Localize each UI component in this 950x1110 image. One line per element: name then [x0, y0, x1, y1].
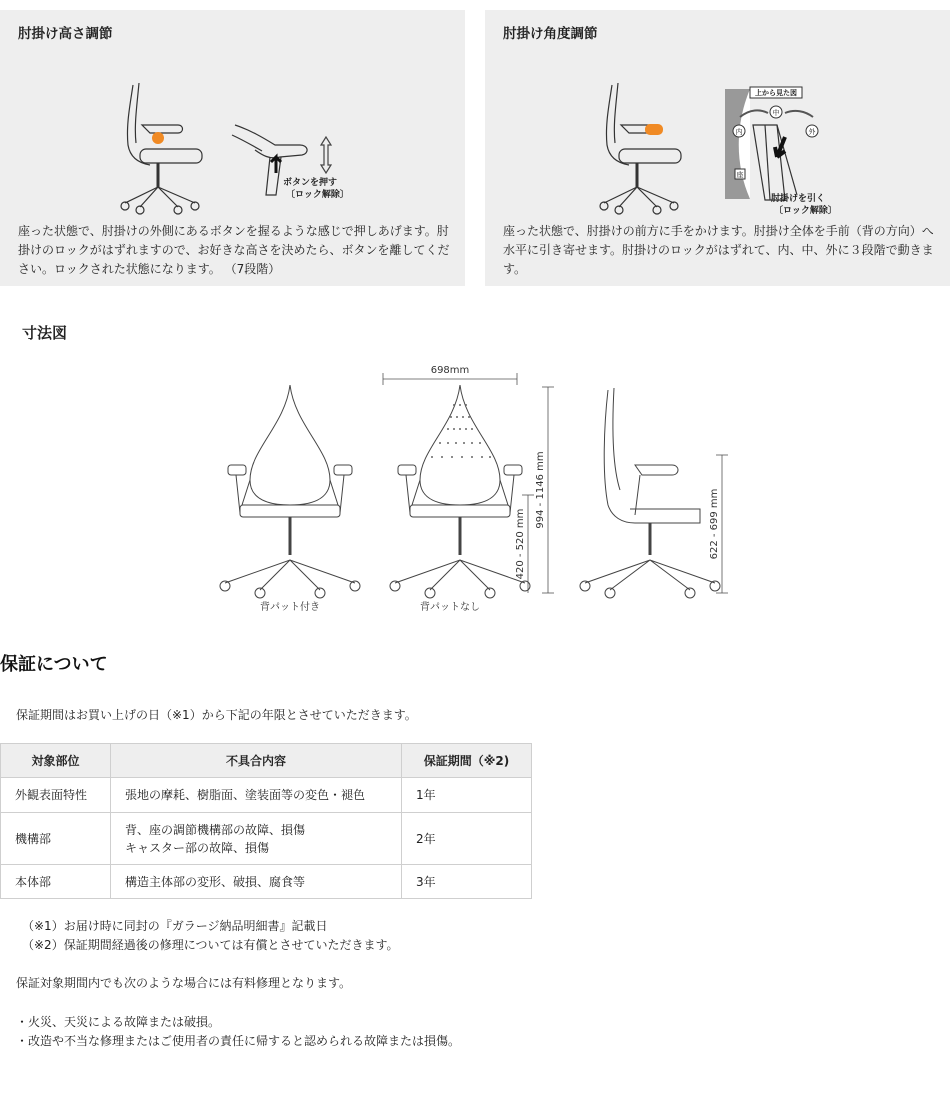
- footnote-1: （※1）お届け時に同封の『ガラージ納品明細書』記載日: [22, 919, 328, 933]
- up-down-arrow-icon: [321, 137, 331, 173]
- position-inner: 内: [735, 128, 743, 136]
- row-part: 本体部: [1, 865, 111, 899]
- warranty-table-header: [1, 744, 532, 778]
- total-height-label: 994 - 1146 mm: [535, 451, 546, 529]
- armrest-front-marker-icon: [645, 124, 663, 135]
- row-period: 3年: [402, 865, 532, 899]
- warranty-title: 保証について: [0, 654, 108, 675]
- row-part: 外観表面特性: [1, 778, 111, 813]
- armrest-angle-description: 座った状態で、肘掛けの前方に手をかけます。肘掛け全体を手前（背の方向）へ水平に引き寄せます。肘掛けのロックがはずれて、内、中、外に３段階で動きます。: [503, 224, 934, 276]
- warranty-table: [0, 743, 532, 899]
- table-row: [1, 813, 532, 865]
- header-period: 保証期間（※2): [402, 744, 532, 778]
- position-middle: 中: [772, 109, 780, 117]
- armrest-button-marker-icon: [152, 132, 164, 144]
- swing-right-arrow-icon: [785, 111, 813, 117]
- armrest-height-illustration: [0, 65, 465, 220]
- armrest-angle-illustration: [485, 65, 950, 220]
- caption-without-pad: 背パットなし: [420, 602, 480, 613]
- dimensions-drawing: [210, 355, 750, 620]
- caption-with-pad: 背パット付き: [260, 602, 320, 613]
- top-view-label: 上から見た図: [755, 89, 797, 97]
- dimensions-title: 寸法図: [22, 324, 68, 342]
- table-row: [1, 778, 532, 813]
- armrest-height-title: 肘掛け高さ調節: [18, 26, 113, 42]
- width-dimension-label: 698mm: [430, 365, 470, 376]
- warranty-intro: 保証期間はお買い上げの日（※1）から下記の年限とさせていただきます。: [16, 708, 417, 722]
- armrest-height-label: 622 - 699 mm: [709, 488, 720, 560]
- header-part: 対象部位: [1, 744, 111, 778]
- armrest-angle-title: 肘掛け角度調節: [503, 26, 598, 42]
- armrest-angle-panel: [485, 10, 950, 286]
- seat-height-label: 420 - 520 mm: [515, 508, 526, 580]
- footnote-2: （※2）保証期間経過後の修理については有償とさせていただきます。: [22, 938, 399, 952]
- row-period: 2年: [402, 813, 532, 865]
- row-issue: 張地の摩耗、樹脂面、塗装面等の変色・褪色: [111, 778, 402, 813]
- height-callout-line2: 〔ロック解除〕: [286, 190, 349, 200]
- row-issue: 背、座の調節機構部の故障、損傷 キャスター部の故障、損傷: [111, 813, 402, 865]
- paid-item-1: ・火災、天災による故障または破損。: [16, 1015, 221, 1029]
- row-period: 1年: [402, 778, 532, 813]
- header-issue: 不具合内容: [111, 744, 402, 778]
- row-issue: 構造主体部の変形、破損、腐食等: [111, 865, 402, 899]
- paid-repair-intro: 保証対象期間内でも次のような場合には有料修理となります。: [16, 976, 352, 990]
- position-outer: 外: [808, 128, 816, 136]
- seat-label: 座: [736, 171, 744, 179]
- table-row: [1, 865, 532, 899]
- armrest-height-panel: [0, 10, 465, 286]
- row-part: 機構部: [1, 813, 111, 865]
- angle-callout-line1: 肘掛けを引く: [771, 194, 826, 204]
- angle-callout-line2: 〔ロック解除〕: [774, 206, 837, 216]
- height-callout-line1: ボタンを押す: [283, 178, 338, 188]
- armrest-height-description: 座った状態で、肘掛けの外側にあるボタンを握るような感じで押しあげます。肘掛けのロックがはずれますので、お好きな高さを決めたら、ボタンを離してください。ロックされた状態になります。 （7段階）: [18, 224, 450, 276]
- paid-item-2: ・改造や不当な修理またはご使用者の責任に帰すると認められる故障または損傷。: [16, 1034, 461, 1048]
